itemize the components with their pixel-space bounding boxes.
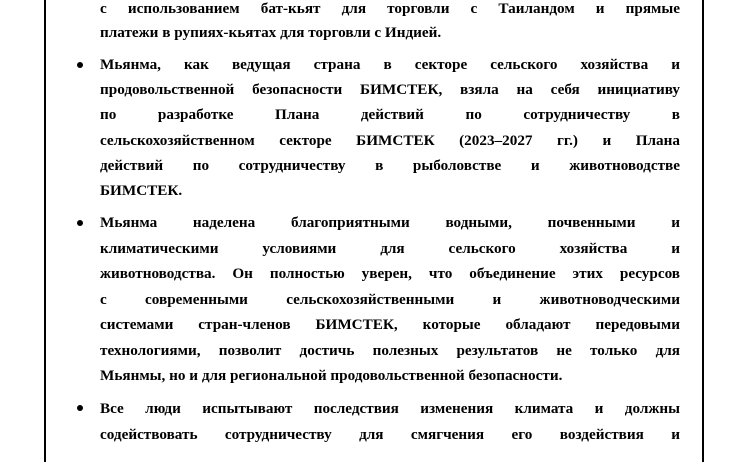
paragraph-line: БИМСТЕК. bbox=[100, 182, 183, 199]
paragraph-line: Мьянмы, но и для региональной продовольственной безопасности. bbox=[100, 367, 563, 384]
paragraph-line: содействовать сотрудничеству для смягчения его воздействия и bbox=[100, 426, 680, 443]
paragraph-line: с использованием бат-кьят для торговли с Таиландом и прямые bbox=[100, 0, 680, 17]
paragraph-line: Мьянма, как ведущая страна в секторе сельского хозяйства и bbox=[100, 56, 680, 73]
paragraph-line: технологиями, позволит достичь полезных результатов не только для bbox=[100, 342, 680, 359]
paragraph-line: Все люди испытывают последствия изменения климата и должны bbox=[100, 400, 680, 417]
paragraph-line: животноводства. Он полностью уверен, что объединение этих ресурсов bbox=[100, 265, 680, 282]
paragraph-line: платежи в рупиях-кьятах для торговли с Индией. bbox=[100, 24, 442, 41]
document-page bbox=[44, 0, 704, 462]
paragraph-line: климатическими условиями для сельского хозяйства и bbox=[100, 240, 680, 257]
paragraph-line: по разработке Плана действий по сотрудничеству в bbox=[100, 106, 680, 123]
paragraph-line: действий по сотрудничеству в рыболовстве и животноводстве bbox=[100, 157, 680, 174]
paragraph-line: Мьянма наделена благоприятными водными, почвенными и bbox=[100, 214, 680, 231]
paragraph-line: с современными сельскохозяйственными и животноводческими bbox=[100, 291, 680, 308]
bullet-icon bbox=[77, 405, 83, 411]
bullet-icon bbox=[77, 220, 83, 226]
bullet-icon bbox=[77, 62, 83, 68]
paragraph-line: сельскохозяйственном секторе БИМСТЕК (2023–2027 гг.) и Плана bbox=[100, 132, 680, 149]
paragraph-line: системами стран-членов БИМСТЕК, которые обладают передовыми bbox=[100, 316, 680, 333]
paragraph-line: продовольственной безопасности БИМСТЕК, взяла на себя инициативу bbox=[100, 81, 680, 98]
